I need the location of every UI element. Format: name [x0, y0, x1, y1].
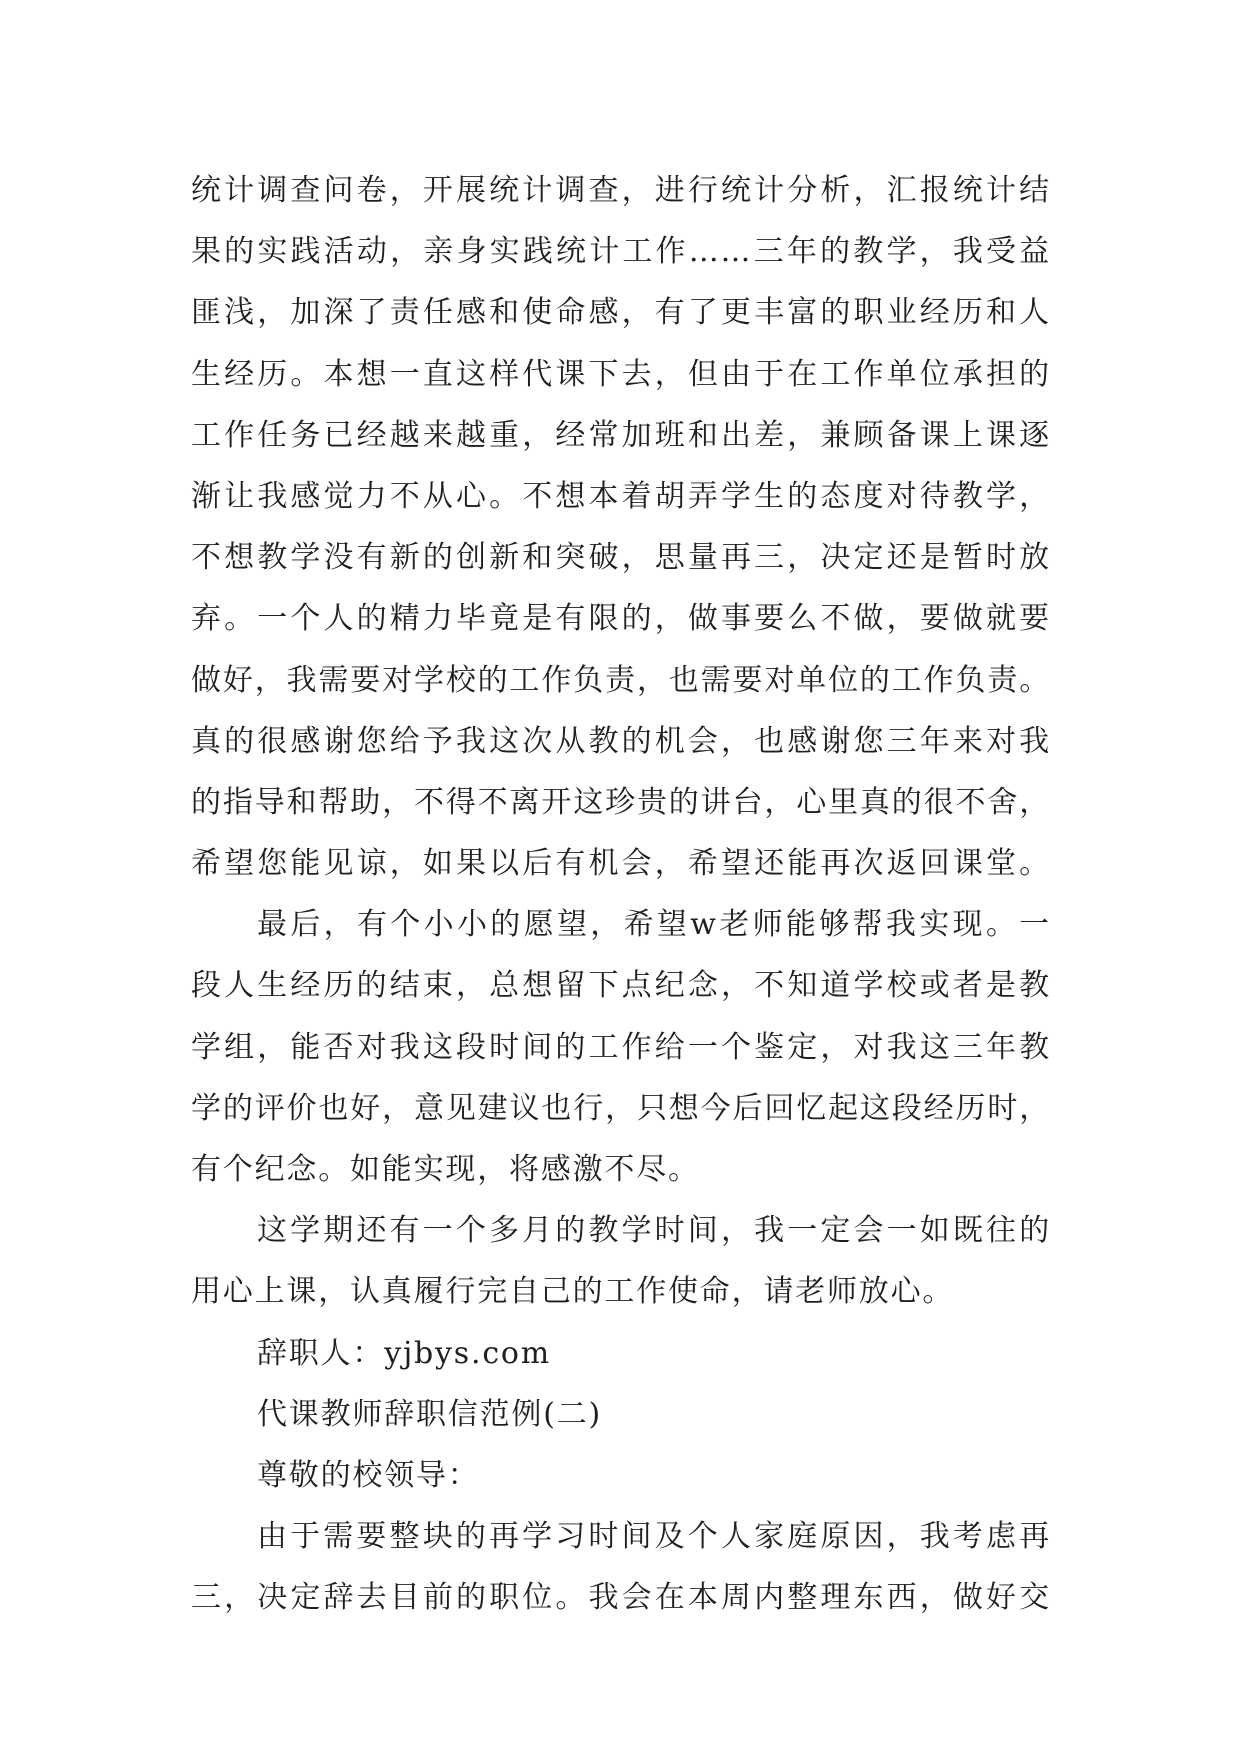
text-line: 希望您能见谅，如果以后有机会，希望还能再次返回课堂。 [191, 846, 1051, 882]
text-line: 工作任务已经越来越重，经常加班和出差，兼顾备课上课逐 [191, 417, 1051, 453]
letter-body [191, 160, 1051, 1629]
text-line: 有个纪念。如能实现，将感激不尽。 [191, 1152, 700, 1187]
text-line: 弃。一个人的精力毕竟是有限的，做事要么不做，要做就要 [191, 601, 1051, 637]
text-line: 统计调查问卷，开展统计调查，进行统计分析，汇报统计结 [191, 173, 1051, 208]
salutation: 尊敬的校领导： [257, 1457, 480, 1493]
text-line: 不想教学没有新的创新和突破，思量再三，决定还是暂时放 [191, 540, 1051, 576]
paragraph-first-line: 最后，有个小小的愿望，希望w老师能够帮我实现。一 [257, 907, 1051, 943]
text-line: 真的很感谢您给予我这次从教的机会，也感谢您三年来对我 [191, 723, 1051, 759]
text-line: 做好，我需要对学校的工作负责，也需要对单位的工作负责。 [191, 662, 1051, 698]
paragraph-first-line: 由于需要整块的再学习时间及个人家庭原因，我考虑再 [257, 1519, 1051, 1555]
paragraph-first-line: 这学期还有一个多月的教学时间，我一定会一如既往的 [257, 1213, 1051, 1249]
text-line: 学组，能否对我这段时间的工作给一个鉴定，对我这三年教 [191, 1029, 1051, 1065]
text-line: 用心上课，认真履行完自己的工作使命，请老师放心。 [191, 1274, 955, 1310]
signature-line: 辞职人：yjbys.com [257, 1335, 552, 1371]
text-line: 渐让我感觉力不从心。不想本着胡弄学生的态度对待教学， [191, 478, 1051, 514]
section-title: 代课教师辞职信范例(二) [257, 1396, 603, 1432]
text-line: 生经历。本想一直这样代课下去，但由于在工作单位承担的 [191, 356, 1051, 392]
text-line: 三，决定辞去目前的职位。我会在本周内整理东西，做好交 [191, 1580, 1051, 1616]
text-line: 匪浅，加深了责任感和使命感，有了更丰富的职业经历和人 [191, 295, 1051, 331]
text-line: 的指导和帮助，不得不离开这珍贵的讲台，心里真的很不舍， [191, 784, 1051, 820]
text-line: 学的评价也好，意见建议也行，只想今后回忆起这段经历时， [191, 1090, 1051, 1126]
text-line: 果的实践活动，亲身实践统计工作……三年的教学，我受益 [191, 234, 1051, 270]
text-line: 段人生经历的结束，总想留下点纪念，不知道学校或者是教 [191, 968, 1051, 1004]
